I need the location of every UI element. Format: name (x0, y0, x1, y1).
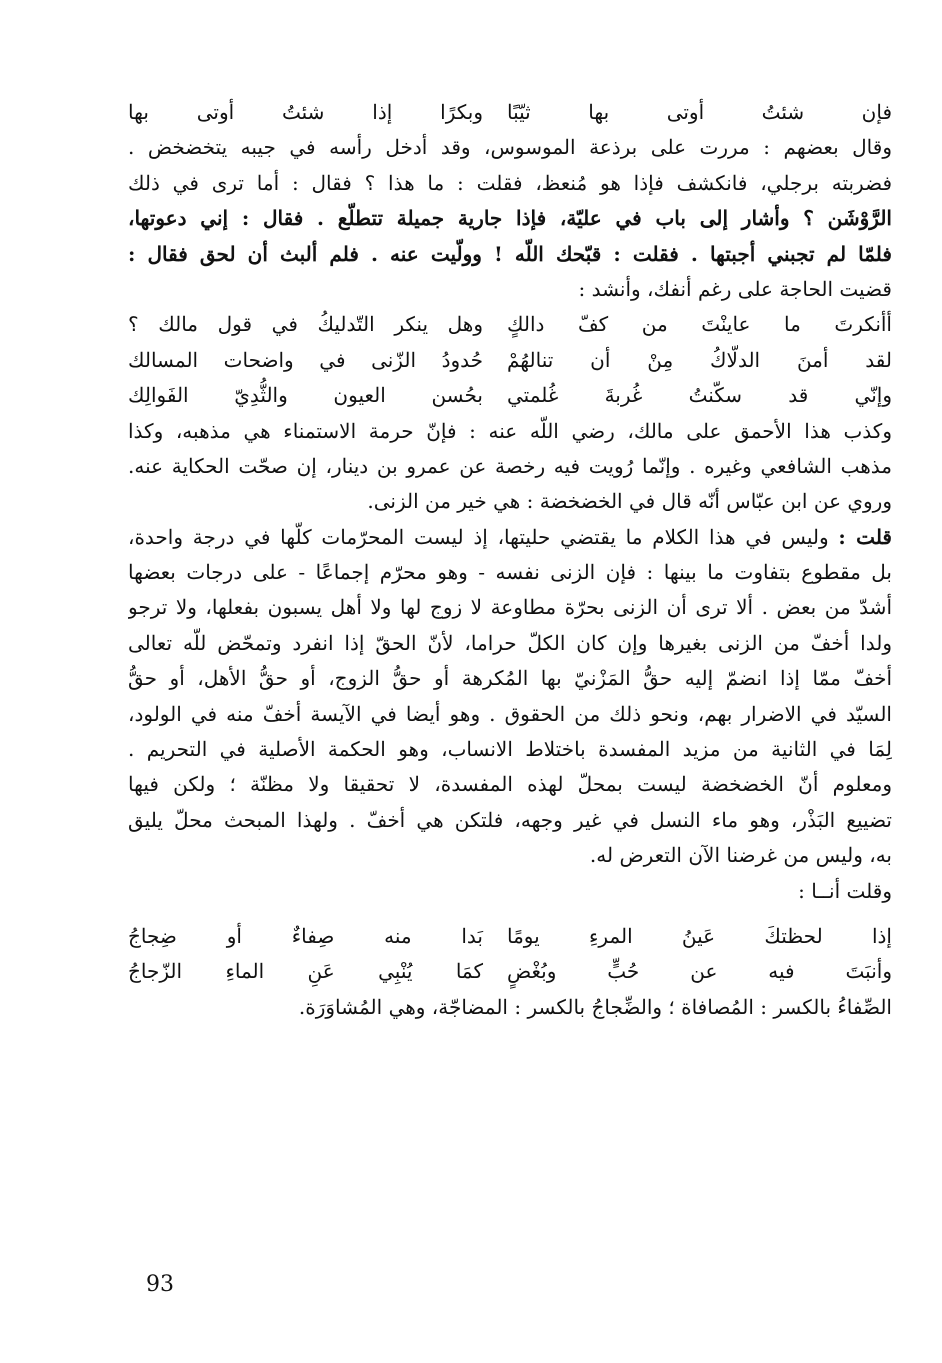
text-line: أشدّ من بعض . ألا ترى أن الزنى بحرّة مطاوعة لا زوج لها ولا أهل يسبون بفعلها، ولا ترجو (128, 595, 892, 620)
text-line: تضييع البَذْر، وهو ماء النسل في غير وجهه، فلتكن هي أخفّ . ولهذا المبحث محلّ يليق (128, 807, 892, 832)
text-line: لِمَا في الثانية من مزيد المفسدة باختلاط الانساب، وهو الحكمة الأصلية في التحريم . (128, 737, 892, 762)
said-label: قلت : (838, 524, 892, 549)
text-line: مذهب الشافعي وغيره . وإنّما رُويت فيه رخصة عن عمرو بن دينار، إن صحّت الحكاية عنه. (128, 453, 892, 478)
poem (128, 307, 892, 413)
verse-hemistich-second: بَدا منه صِفاءٌ أو ضِجاجُ (128, 923, 483, 948)
verse-line (128, 95, 892, 130)
verse-hemistich-second: وبكرًا إذا شئتُ أوتى بها (128, 100, 483, 124)
verse-hemistich-second: حُدودُ الزّنى في واضحات المسالك (128, 347, 483, 372)
text-line: فلمّا لم تجبني أجبتها . فقلت : قبّحك اللّه ! وولّيت عنه . فلم ألبث أن لحق فقال : (128, 241, 892, 266)
verse-hemistich-first: وإنّي قد سكّنتُ غُربةَ غُلمتي (507, 383, 892, 408)
verse-line (128, 307, 892, 342)
text-line: ولدا أخفّ من الزنى بغيرها وإن كان الكلّ حراما، لأنّ الحقّ إذا انفرد وتمحّض للّه تعالى (128, 630, 892, 655)
verse-line (128, 378, 892, 413)
poem-author (128, 919, 892, 990)
text-line: وقال بعضهم : مررت على برذعة الموسوس، وقد أدخل رأسه في جيبه يتخضخض . (128, 135, 892, 160)
page-number: 93 (146, 1272, 174, 1297)
verse-hemistich-second: كمَا يُنْبِي عَنِ الماءِ الزّجاجُ (128, 959, 483, 984)
verse-hemistich-first: لقد أمنَ الدلّاكُ مِنْ أن تنالهُمْ (507, 347, 892, 372)
verse-hemistich-second: وهل ينكر التّدليكُ في قول مالك ؟ (128, 312, 483, 337)
page-body (128, 95, 892, 1025)
paragraph-story (128, 130, 892, 307)
text-line: فضربته برجلي، فانكشف فإذا هو مُنعظ، فقلت : ما هذا ؟ فقال : أما ترى في ذلك (128, 170, 892, 195)
verse-hemistich-first: فإن شئتُ أوتى بها ثيّبًا (507, 100, 892, 124)
text-line: بل مقطوع بتفاوت ما بينها : فإن الزنى نفسه - وهو محرّم إجماعًا - على درجات بعضها (128, 560, 892, 585)
verse-hemistich-second: بحُسن العيون والثُّدِيّ الفَوالِك (128, 383, 483, 408)
verse-line (128, 954, 892, 989)
text-line: وقلت أنــا : (798, 878, 892, 903)
verse-hemistich-first: وأنبَتَ فيه عن حُبٍّ وبُغْضٍ (507, 959, 892, 984)
verse-hemistich-first: إذا لحظتكَ عَينُ المرءِ يومًا (507, 923, 892, 948)
paragraph-discussion (128, 520, 892, 909)
text-line: وكذب هذا الأحمق على مالك، رضي اللّه عنه : فإنّ حرمة الاستمناء هي مذهبه، وكذا (128, 418, 892, 443)
verse-line (128, 919, 892, 954)
text-line: السيّد في الاضرار بهم، ونحو ذلك من الحقوق . وهو أيضا في الآيسة أخفّ منه في الولود، (128, 701, 892, 726)
verse-line (128, 343, 892, 378)
text-line: وروي عن ابن عبّاس أنّه قال في الخضخضة : هي خير من الزنى. (367, 489, 892, 514)
footnote: الصِّفاءُ بالكسر : المُصافاة ؛ والضِّجاجُ بالكسر : المضاجّة، وهي المُشاوَرَة. (298, 994, 892, 1019)
verse-hemistich-first: أأنكرتَ ما عاينْتَ من كفّ دالكٍ (507, 312, 892, 337)
text-line: قلت : وليس في هذا الكلام ما يقتضي حليتها، إذ ليست المحرّمات كلّها في درجة واحدة، (128, 524, 892, 549)
text-line: قضيت الحاجة على رغم أنفك، وأنشد : (578, 276, 892, 301)
text-line: الرَّوْشَن ؟ وأشار إلى باب في عليّة، فإذا جارية جميلة تتطلّع . فقال : إني دعوتها، (128, 206, 892, 231)
text-line: أخفّ ممّا إذا انضمّ إليه حقُّ المَزْنيّ بها المُكرهة أو حقُّ الزوج، أو حقُّ الأهل، أو حقُّ (128, 666, 892, 691)
paragraph-commentary (128, 414, 892, 520)
text-line: ومعلوم أنّ الخضخضة ليست بمحلّ لهذه المفسدة، لا تحقيقا ولا مظنّة ؛ ولكن فيها (128, 772, 892, 797)
text-line: به، وليس من غرضنا الآن التعرض له. (589, 843, 892, 868)
